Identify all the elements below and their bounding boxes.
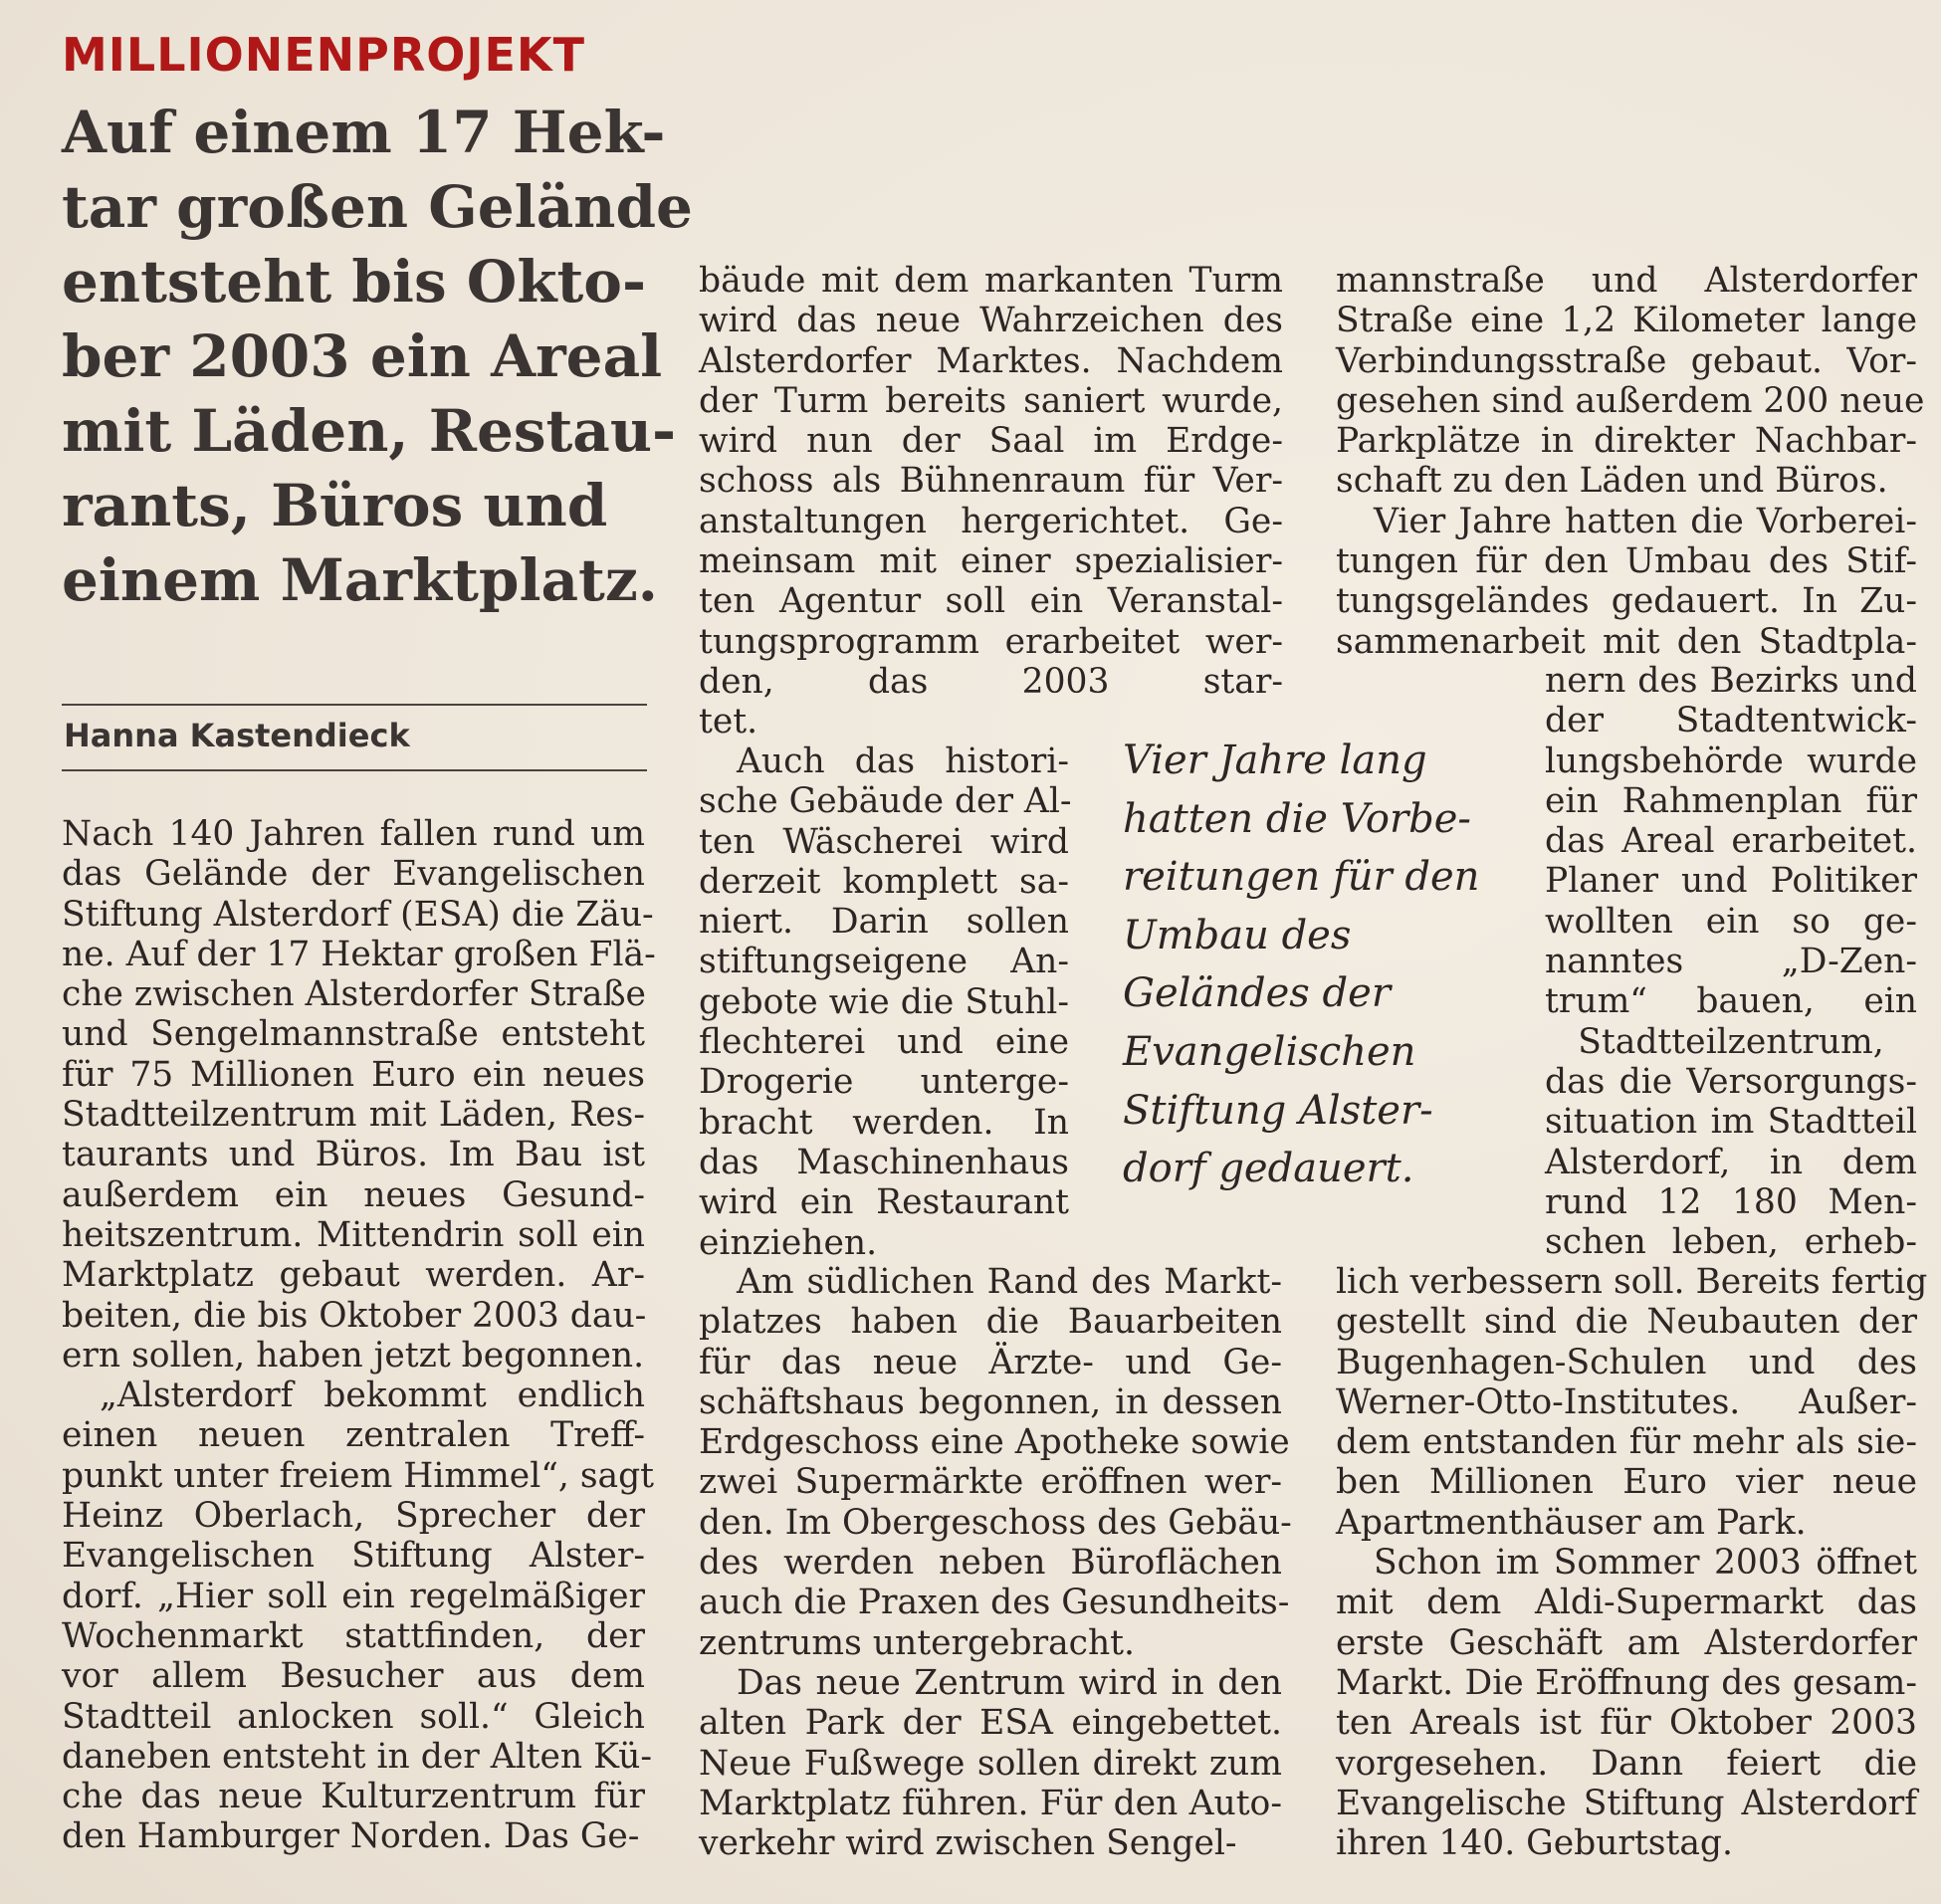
text-line: punkt unter freiem Himmel“, sagt (62, 1455, 655, 1496)
pull-quote-line: Stiftung Alster- (1123, 1087, 1433, 1134)
kicker: MILLIONENPROJEKT (62, 28, 585, 82)
headline (62, 96, 693, 618)
text-line: Marktplatz gebaut werden. Ar- (62, 1255, 645, 1296)
text-line: situation im Stadtteil (1545, 1102, 1917, 1143)
text-line: stiftungseigene An- (699, 942, 1069, 982)
pull-quote-line: Umbau des (1123, 912, 1352, 958)
text-line: bäude mit dem markanten Turm (699, 261, 1283, 301)
pull-quote-line: dorf gedauert. (1123, 1146, 1414, 1192)
headline-line: entsteht bis Okto- (62, 248, 647, 316)
text-line: nern des Bezirks und (1545, 661, 1917, 701)
text-line: Stadtteil anlocken soll.“ Gleich (62, 1696, 645, 1737)
text-line: außerdem ein neues Gesund- (62, 1174, 645, 1215)
text-line: wird nun der Saal im Erdge- (699, 421, 1283, 462)
text-line: taurants und Büros. Im Bau ist (62, 1135, 645, 1175)
text-line: platzes haben die Bauarbeiten (699, 1302, 1282, 1343)
text-line: Neue Fußwege sollen direkt zum (699, 1743, 1282, 1784)
column-3-narrow (1545, 661, 1917, 1262)
text-line: Bugenhagen-Schulen und des (1336, 1342, 1917, 1382)
text-line: Stiftung Alsterdorf (ESA) die Zäu- (62, 894, 654, 935)
text-line: Drogerie unterge- (699, 1062, 1069, 1103)
headline-line: Auf einem 17 Hek- (62, 99, 666, 166)
headline-line: rants, Büros und (62, 472, 608, 539)
text-line: gestellt sind die Neubauten der (1336, 1302, 1917, 1343)
text-line: Stadtteilzentrum, (1578, 1021, 1884, 1062)
text-line: rund 12 180 Men- (1545, 1181, 1917, 1222)
text-line: heitszentrum. Mittendrin soll ein (62, 1214, 645, 1255)
text-line: das die Versorgungs- (1545, 1061, 1917, 1102)
text-line: Schon im Sommer 2003 öffnet (1374, 1543, 1917, 1584)
text-line: dem entstanden für mehr als sie- (1336, 1422, 1917, 1463)
text-line: wollten ein so ge- (1545, 901, 1917, 942)
text-line: Heinz Oberlach, Sprecher der (62, 1496, 645, 1537)
text-line: niert. Darin sollen (699, 902, 1069, 943)
text-line: zwei Supermärkte eröffnen wer- (699, 1462, 1282, 1503)
text-line: das Maschinenhaus (699, 1142, 1069, 1182)
byline: Hanna Kastendieck (64, 717, 410, 754)
text-line: gebote wie die Stuhl- (699, 981, 1069, 1022)
text-line: mannstraße und Alsterdorfer (1336, 261, 1917, 301)
text-line: wird ein Restaurant (699, 1182, 1069, 1223)
text-line: Am südlichen Rand des Markt- (737, 1262, 1282, 1302)
byline-rule-bottom (62, 769, 647, 771)
text-line: schäftshaus begonnen, in dessen (699, 1381, 1282, 1422)
text-line: zentrums untergebracht. (699, 1622, 1136, 1663)
text-line: der Turm bereits saniert wurde, (699, 380, 1283, 421)
text-line: ten Agentur soll ein Veranstal- (699, 581, 1283, 622)
text-line: ne. Auf der 17 Hektar großen Flä- (62, 934, 656, 974)
text-line: tungsprogramm erarbeitet wer- (699, 621, 1283, 662)
pull-quote-line: Geländes der (1123, 970, 1391, 1017)
text-line: ihren 140. Geburtstag. (1336, 1823, 1733, 1864)
text-line: das Gelände der Evangelischen (62, 854, 645, 895)
pull-quote-line: Evangelischen (1123, 1028, 1416, 1075)
text-line: nanntes „D-Zen- (1545, 942, 1917, 982)
text-line: flechterei und eine (699, 1022, 1069, 1063)
text-line: Marktplatz führen. Für den Auto- (699, 1783, 1282, 1823)
text-line: tungsgeländes gedauert. In Zu- (1336, 581, 1917, 622)
text-line: ten Areals ist für Oktober 2003 (1336, 1703, 1917, 1744)
text-line: schoss als Bühnenraum für Ver- (699, 461, 1283, 502)
byline-rule-top (62, 704, 647, 706)
text-line: Alsterdorfer Marktes. Nachdem (699, 340, 1283, 381)
text-line: Verbindungsstraße gebaut. Vor- (1336, 340, 1917, 381)
column-3-bottom (1336, 1262, 1928, 1864)
text-line: tet. (699, 702, 758, 742)
text-line: vorgesehen. Dann feiert die (1336, 1743, 1917, 1784)
text-line: den. Im Obergeschoss des Gebäu- (699, 1502, 1292, 1543)
text-line: für 75 Millionen Euro ein neues (62, 1054, 645, 1095)
pull-quote-line: hatten die Vorbe- (1123, 795, 1471, 842)
text-line: erste Geschäft am Alsterdorfer (1336, 1622, 1917, 1663)
text-line: Das neue Zentrum wird in den (737, 1662, 1282, 1703)
text-line: Vier Jahre hatten die Vorberei- (1374, 501, 1917, 541)
text-line: bracht werden. In (699, 1102, 1069, 1143)
text-line: alten Park der ESA eingebettet. (699, 1703, 1282, 1744)
text-line: lich verbessern soll. Bereits fertig (1336, 1262, 1928, 1302)
text-line: Straße eine 1,2 Kilometer lange (1336, 301, 1917, 341)
text-line: den Hamburger Norden. Das Ge- (62, 1816, 640, 1857)
text-line: anstaltungen hergerichtet. Ge- (699, 501, 1283, 541)
column-3-top (1336, 261, 1925, 662)
text-line: Parkplätze in direkter Nachbar- (1336, 421, 1917, 462)
headline-line: ber 2003 ein Areal (62, 322, 663, 390)
text-line: einen neuen zentralen Treff- (62, 1415, 645, 1456)
text-line: Wochenmarkt stattfinden, der (62, 1615, 645, 1656)
text-line: Evangelische Stiftung Alsterdorf (1336, 1783, 1917, 1823)
text-line: ben Millionen Euro vier neue (1336, 1462, 1917, 1503)
text-line: mit dem Aldi-Supermarkt das (1336, 1583, 1917, 1623)
headline-line: mit Läden, Restau- (62, 397, 677, 465)
text-line: daneben entsteht in der Alten Kü- (62, 1736, 653, 1777)
text-line: schaft zu den Läden und Büros. (1336, 461, 1888, 502)
text-line: das Areal erarbeitet. (1545, 821, 1917, 862)
text-line: Alsterdorf, in dem (1545, 1142, 1917, 1182)
text-line: ein Rahmenplan für (1545, 780, 1917, 821)
text-line: trum“ bauen, ein (1545, 981, 1917, 1022)
text-line: che zwischen Alsterdorfer Straße (62, 974, 646, 1015)
pull-quote (1123, 732, 1501, 1198)
text-line: Planer und Politiker (1545, 861, 1917, 902)
text-line: Auch das histori- (737, 741, 1069, 781)
text-line: ern sollen, haben jetzt begonnen. (62, 1335, 645, 1375)
text-line: gesehen sind außerdem 200 neue (1336, 380, 1925, 421)
text-line: vor allem Besucher aus dem (62, 1656, 645, 1697)
text-line: Evangelischen Stiftung Alster- (62, 1536, 645, 1577)
text-line: beiten, die bis Oktober 2003 dau- (62, 1295, 647, 1336)
text-line: derzeit komplett sa- (699, 861, 1069, 902)
text-line: meinsam mit einer spezialisier- (699, 541, 1283, 582)
text-line: lungsbehörde wurde (1545, 740, 1917, 781)
text-line: des werden neben Büroflächen (699, 1543, 1282, 1584)
column-2-top (699, 261, 1283, 742)
text-line: Markt. Die Eröffnung des gesam- (1336, 1662, 1917, 1703)
text-line: und Sengelmannstraße entsteht (62, 1014, 645, 1055)
text-line: verkehr wird zwischen Sengel- (699, 1823, 1237, 1864)
text-line: Stadtteilzentrum mit Läden, Res- (62, 1095, 645, 1136)
text-line: sammenarbeit mit den Stadtpla- (1336, 621, 1917, 662)
text-line: wird das neue Wahrzeichen des (699, 301, 1283, 341)
pull-quote-line: reitungen für den (1123, 854, 1480, 901)
text-line: dorf. „Hier soll ein regelmäßiger (62, 1576, 645, 1616)
headline-line: einem Marktplatz. (62, 546, 658, 614)
text-line: der Stadtentwick- (1545, 701, 1917, 741)
column-1 (62, 814, 656, 1857)
text-line: für das neue Ärzte- und Ge- (699, 1342, 1282, 1382)
text-line: Nach 140 Jahren fallen rund um (62, 814, 645, 854)
text-line: „Alsterdorf bekommt endlich (100, 1375, 645, 1416)
text-line: Apartmenthäuser am Park. (1336, 1502, 1807, 1543)
text-line: tungen für den Umbau des Stif- (1336, 541, 1917, 582)
text-line: einziehen. (699, 1222, 878, 1263)
text-line: che das neue Kulturzentrum für (62, 1777, 645, 1817)
headline-line: tar großen Gelände (62, 173, 693, 241)
text-line: Werner-Otto-Institutes. Außer- (1336, 1381, 1917, 1422)
text-line: sche Gebäude der Al- (699, 781, 1072, 822)
pull-quote-line: Vier Jahre lang (1123, 738, 1427, 783)
column-2-narrow (699, 741, 1072, 1263)
text-line: auch die Praxen des Gesundheits- (699, 1583, 1290, 1623)
text-line: schen leben, erheb- (1545, 1222, 1917, 1263)
text-line: den, das 2003 star- (699, 661, 1283, 702)
column-2-bottom (699, 1262, 1292, 1864)
text-line: ten Wäscherei wird (699, 821, 1069, 862)
text-line: Erdgeschoss eine Apotheke sowie (699, 1422, 1290, 1463)
